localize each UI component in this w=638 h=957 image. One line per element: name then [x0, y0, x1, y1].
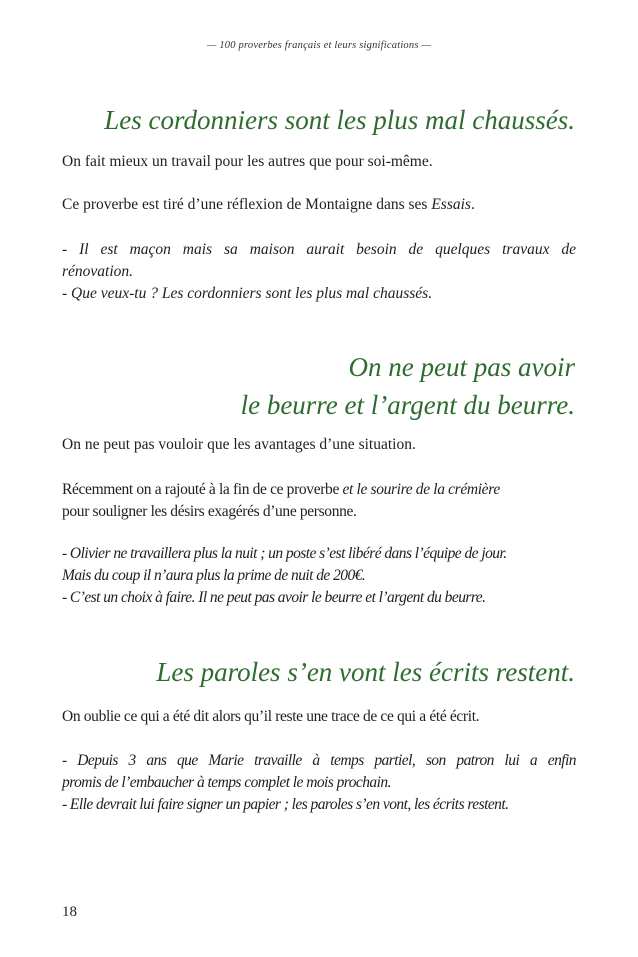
meaning-paragraph-1: On fait mieux un travail pour les autres que pour soi-même.	[62, 153, 433, 170]
note-emphasis: et le sourire de la crémière	[342, 481, 500, 498]
example-line: rénovation.	[62, 263, 134, 280]
example-dialogue-3	[62, 750, 576, 816]
meaning-paragraph-3: On oublie ce qui a été dit alors qu’il reste une trace de ce qui a été écrit.	[62, 708, 480, 725]
example-line: - Que veux-tu ? Les cordonniers sont les plus mal chaussés.	[62, 285, 433, 302]
example-line: Mais du coup il n’aura plus la prime de nuit de 200€.	[62, 567, 366, 584]
proverb-title-line: On ne peut pas avoir	[348, 352, 575, 382]
page-number: 18	[62, 904, 77, 920]
origin-text: Ce proverbe est tiré d’une réflexion de Montaigne dans ses	[62, 196, 432, 213]
proverb-title-line: Les cordonniers sont les plus mal chaussés.	[104, 105, 575, 135]
meaning-paragraph-2: On ne peut pas vouloir que les avantages d’une situation.	[62, 436, 416, 453]
proverb-title-2	[62, 348, 575, 424]
running-header: — 100 proverbes français et leurs significations —	[207, 40, 431, 51]
note-paragraph-2	[62, 479, 576, 523]
note-text: Récemment on a rajouté à la fin de ce proverbe	[62, 481, 343, 498]
origin-paragraph-1	[62, 194, 576, 216]
example-line: - C’est un choix à faire. Il ne peut pas avoir le beurre et l’argent du beurre.	[62, 589, 486, 606]
note-line	[62, 479, 576, 501]
origin-text-end: .	[470, 196, 475, 213]
example-line: - Depuis 3 ans que Marie travaille à temps partiel, son patron lui a enfin	[62, 752, 576, 769]
book-title: Essais	[431, 196, 471, 213]
example-line: - Il est maçon mais sa maison aurait besoin de quelques travaux de	[62, 241, 576, 258]
example-line: - Olivier ne travaillera plus la nuit ; un poste s’est libéré dans l’équipe de jour.	[62, 545, 507, 562]
example-line: - Elle devrait lui faire signer un papier ; les paroles s’en vont, les écrits restent.	[62, 796, 509, 813]
proverb-title-line: le beurre et l’argent du beurre.	[240, 390, 575, 420]
note-line: pour souligner les désirs exagérés d’une personne.	[62, 503, 357, 520]
proverb-title-3	[62, 653, 575, 691]
proverb-title-line: Les paroles s’en vont les écrits restent.	[156, 657, 575, 687]
example-line: promis de l’embaucher à temps complet le mois prochain.	[62, 774, 391, 791]
example-dialogue-1	[62, 239, 576, 305]
proverb-title-1	[62, 101, 575, 139]
example-dialogue-2	[62, 543, 576, 609]
